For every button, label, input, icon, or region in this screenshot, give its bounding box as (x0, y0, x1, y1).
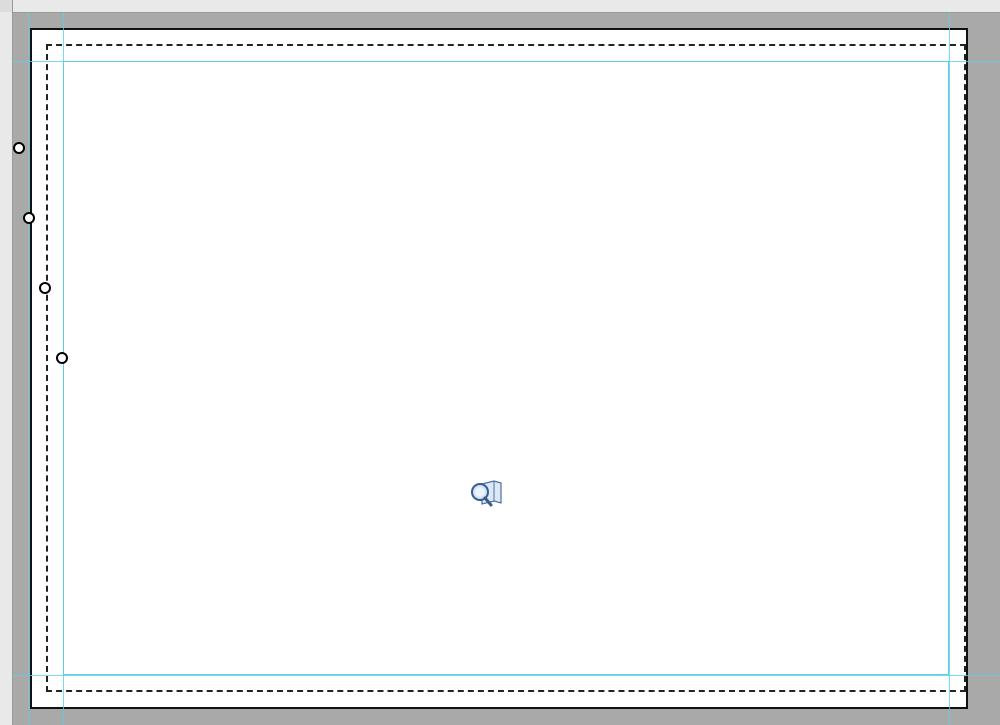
guide-horizontal[interactable] (12, 61, 1000, 62)
bleed-callout-dot (13, 142, 25, 154)
border-callout-line (64, 357, 128, 360)
instruction-step (515, 510, 531, 530)
guide-vertical[interactable] (949, 12, 950, 725)
trim-callout-dot (23, 212, 35, 224)
guide-vertical[interactable] (28, 12, 29, 725)
safe-line-callout-dot (39, 282, 51, 294)
instruction-step (515, 550, 531, 570)
instruction-step (515, 570, 531, 590)
trim-callout-line (30, 217, 128, 220)
horizontal-ruler-ticks (0, 0, 1000, 12)
horizontal-ruler[interactable] (0, 0, 1000, 13)
bleed-callout-line (20, 146, 128, 149)
guide-horizontal[interactable] (12, 675, 1000, 676)
ruler-origin[interactable] (0, 0, 12, 12)
magnifier-book-icon (468, 478, 504, 510)
border-callout-dot (56, 352, 68, 364)
vertical-ruler-ticks (0, 0, 12, 725)
instructions-list (515, 510, 531, 590)
safe-line-callout-line (46, 287, 128, 290)
guide-vertical[interactable] (63, 12, 64, 725)
vertical-ruler[interactable] (0, 0, 13, 725)
instruction-step (515, 530, 531, 550)
safe-line (63, 61, 949, 675)
